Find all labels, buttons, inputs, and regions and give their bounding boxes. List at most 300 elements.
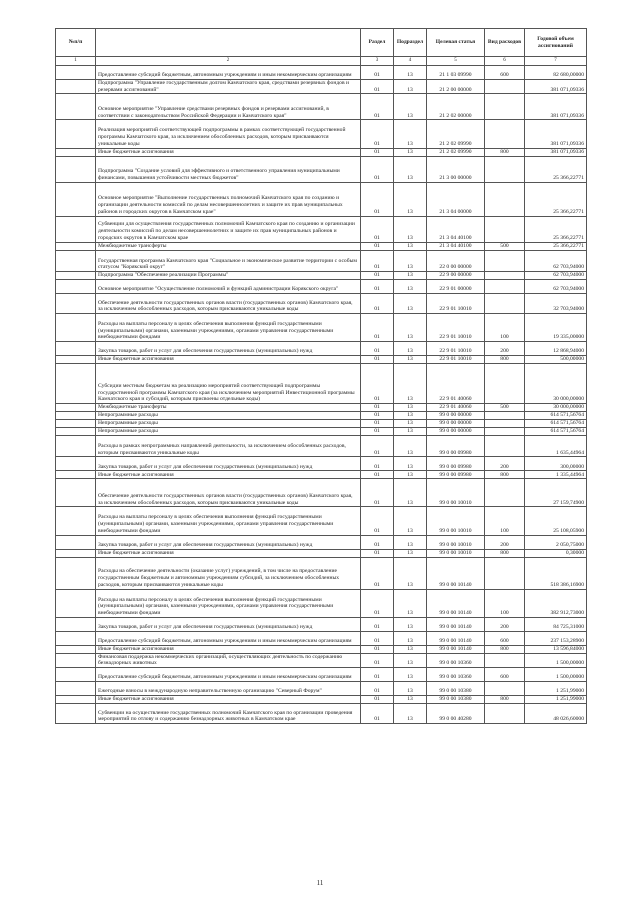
table-row (56, 645, 587, 653)
cell-name: Основное мероприятие "Управление средствами резервных фондов и резервами ассигнований, в соответствии с законодательством Российской Федерации и Камчатского края" (96, 94, 361, 120)
cell-vr: 200 (485, 342, 525, 356)
cell-pr: 13 (394, 216, 427, 242)
cell-rz: 01 (361, 471, 394, 479)
cell-sum: 381 071,09336 (525, 94, 587, 120)
cell-name: Расходы на обеспечение деятельности (оказание услуг) учреждений, в том числе на предоставление государственным бюджетным и автономным учреждениям субсидий, за исключением обособленных расходов, которым присваиваются уникальные коды (96, 557, 361, 589)
cell-num (56, 66, 96, 80)
cell-cs: 21 3 04 00000 (427, 182, 485, 216)
cell-cs: 99 0 00 40280 (427, 704, 485, 724)
cell-pr: 13 (394, 279, 427, 293)
cell-num (56, 216, 96, 242)
cell-sum: 48 026,60000 (525, 704, 587, 724)
table-row (56, 653, 587, 667)
cell-rz: 01 (361, 242, 394, 250)
cell-name: Межбюджетные трансферты (96, 404, 361, 412)
cell-name: Подпрограмма "Обеспечение реализации Программы" (96, 271, 361, 279)
cell-vr (485, 94, 525, 120)
cell-vr: 600 (485, 668, 525, 682)
cell-num (56, 250, 96, 271)
table-row (56, 535, 587, 549)
cell-vr (485, 250, 525, 271)
cell-vr (485, 182, 525, 216)
cell-pr: 13 (394, 356, 427, 364)
cell-num (56, 279, 96, 293)
cell-sum: 1 500,00000 (525, 668, 587, 682)
cell-pr: 13 (394, 457, 427, 471)
cell-num (56, 120, 96, 148)
cell-rz: 01 (361, 156, 394, 182)
cell-rz: 01 (361, 535, 394, 549)
cell-sum: 1 251,99000 (525, 682, 587, 696)
cell-name: Субсидии местным бюджетам на реализацию мероприятий соответствующей подпрограммы государственной программы Камчатского края (за исключением мероприятий Инвестиционной программы Камчатского края и субсидий, которым присвоены отдельные коды) (96, 364, 361, 404)
cell-vr: 800 (485, 549, 525, 557)
table-row (56, 364, 587, 404)
cell-sum: 0,30000 (525, 549, 587, 557)
table-row (56, 80, 587, 94)
cell-num (56, 471, 96, 479)
column-index-row (56, 57, 587, 66)
cell-rz: 01 (361, 342, 394, 356)
cell-cs: 22 9 01 00000 (427, 279, 485, 293)
table-row (56, 412, 587, 420)
table-row (56, 589, 587, 617)
cell-vr: 200 (485, 457, 525, 471)
col-header-razdel: Раздел (361, 29, 394, 57)
cell-cs: 22 9 01 10010 (427, 313, 485, 341)
cell-rz: 01 (361, 589, 394, 617)
table-row (56, 457, 587, 471)
cell-vr (485, 156, 525, 182)
cell-rz: 01 (361, 479, 394, 507)
cell-rz: 01 (361, 420, 394, 428)
cell-cs: 22 9 01 10010 (427, 342, 485, 356)
cell-vr: 100 (485, 313, 525, 341)
cell-rz: 01 (361, 682, 394, 696)
cell-pr: 13 (394, 148, 427, 156)
cell-name: Предоставление субсидий бюджетным, автономным учреждениям и иным некоммерческим организациям (96, 66, 361, 80)
col-header-num: №п/п (56, 29, 96, 57)
cell-vr: 500 (485, 242, 525, 250)
cell-name: Государственная программа Камчатского края "Социальное и экономическое развитие территории с особым статусом "Корякский округ" (96, 250, 361, 271)
cell-sum: 62 703,94000 (525, 279, 587, 293)
cell-cs: 22 9 01 40060 (427, 404, 485, 412)
cell-cs: 21 2 02 09990 (427, 148, 485, 156)
col-header-podrazdel: Подраздел (394, 29, 427, 57)
cell-cs: 99 0 00 10140 (427, 631, 485, 645)
cell-pr: 13 (394, 80, 427, 94)
cell-sum: 518 386,16900 (525, 557, 587, 589)
cell-rz: 01 (361, 653, 394, 667)
cell-cs: 99 0 00 10140 (427, 557, 485, 589)
cell-cs: 99 0 00 00000 (427, 420, 485, 428)
cell-num (56, 420, 96, 428)
cell-rz: 01 (361, 617, 394, 631)
cell-name: Иные бюджетные ассигнования (96, 549, 361, 557)
cell-num (56, 313, 96, 341)
cell-vr: 200 (485, 617, 525, 631)
cell-rz: 01 (361, 549, 394, 557)
cell-sum: 13 596,84000 (525, 645, 587, 653)
cell-cs: 99 0 00 00000 (427, 412, 485, 420)
cell-rz: 01 (361, 631, 394, 645)
cell-num (56, 242, 96, 250)
cell-num (56, 412, 96, 420)
cell-pr: 13 (394, 342, 427, 356)
cell-sum: 25 366,22771 (525, 216, 587, 242)
cell-rz: 01 (361, 356, 394, 364)
cell-num (56, 364, 96, 404)
cell-num (56, 682, 96, 696)
cell-num (56, 535, 96, 549)
cell-sum: 614 571,56764 (525, 420, 587, 428)
cell-cs: 21 1 03 09990 (427, 66, 485, 80)
cell-sum: 237 153,28900 (525, 631, 587, 645)
cell-sum: 25 366,22771 (525, 182, 587, 216)
cell-vr (485, 80, 525, 94)
cell-name: Подпрограмма "Управление государственным долгом Камчатского края, средствами резервных фондов и резервами ассигнований" (96, 80, 361, 94)
table-row (56, 479, 587, 507)
cell-pr: 13 (394, 557, 427, 589)
cell-name: Ежегодные взносы в международную неправительственную организацию "Северный Форум" (96, 682, 361, 696)
cell-name: Финансовая поддержка некоммерческих организаций, осуществляющих деятельность по содержанию безнадзорных животных (96, 653, 361, 667)
cell-vr (485, 412, 525, 420)
cell-name: Непрограммные расходы (96, 420, 361, 428)
cell-name: Иные бюджетные ассигнования (96, 471, 361, 479)
cell-rz: 01 (361, 66, 394, 80)
cell-cs: 99 0 00 10360 (427, 653, 485, 667)
col-header-name (96, 29, 361, 57)
cell-name: Предоставление субсидий бюджетным, автономным учреждениям и иным некоммерческим организациям (96, 668, 361, 682)
cell-cs: 99 0 00 10140 (427, 617, 485, 631)
cell-num (56, 182, 96, 216)
cell-pr: 13 (394, 364, 427, 404)
cell-cs: 99 0 00 10010 (427, 479, 485, 507)
cell-name: Обеспечение деятельности государственных органов власти (государственных органов) Камчатского края, за исключением обособленных расходов, которым присваиваются уникальные коды (96, 293, 361, 313)
table-row (56, 420, 587, 428)
table-row (56, 342, 587, 356)
cell-pr: 13 (394, 428, 427, 436)
cell-num (56, 557, 96, 589)
cell-rz: 01 (361, 250, 394, 271)
cell-sum: 30 000,00000 (525, 364, 587, 404)
column-index: 5 (427, 57, 485, 66)
column-index: 4 (394, 57, 427, 66)
cell-sum: 19 335,00000 (525, 313, 587, 341)
cell-name: Расходы на выплаты персоналу в целях обеспечения выполнения функций государственными (муниципальными) органами, казенными учреждениями, органами управления государственными внебюджетными фондами (96, 507, 361, 535)
cell-vr (485, 479, 525, 507)
cell-vr: 100 (485, 589, 525, 617)
cell-vr: 600 (485, 631, 525, 645)
cell-cs: 99 0 00 09980 (427, 436, 485, 457)
table-row (56, 549, 587, 557)
table-row (56, 216, 587, 242)
cell-cs: 22 0 00 00000 (427, 250, 485, 271)
cell-cs: 22 9 01 10010 (427, 356, 485, 364)
cell-rz: 01 (361, 364, 394, 404)
cell-sum: 25 366,22771 (525, 242, 587, 250)
table-row (56, 617, 587, 631)
cell-pr: 13 (394, 589, 427, 617)
cell-num (56, 404, 96, 412)
cell-num (56, 696, 96, 704)
cell-name: Основное мероприятие "Выполнение государственных полномочий Камчатского края по созданию и организации деятельности комиссий по делам несовершеннолетних и защите их прав муниципальных районов и городских округов в Камчатском крае" (96, 182, 361, 216)
table-row (56, 428, 587, 436)
cell-pr: 13 (394, 420, 427, 428)
table-row (56, 682, 587, 696)
cell-pr: 13 (394, 535, 427, 549)
table-row (56, 242, 587, 250)
cell-name: Предоставление субсидий бюджетным, автономным учреждениям и иным некоммерческим организациям (96, 631, 361, 645)
column-index: 2 (96, 57, 361, 66)
table-row (56, 279, 587, 293)
cell-rz: 01 (361, 148, 394, 156)
table-row (56, 631, 587, 645)
cell-rz: 01 (361, 313, 394, 341)
cell-cs: 99 0 00 09980 (427, 471, 485, 479)
cell-cs: 21 2 02 00000 (427, 94, 485, 120)
cell-vr (485, 420, 525, 428)
cell-rz: 01 (361, 428, 394, 436)
page-number: 11 (316, 879, 324, 887)
cell-rz: 01 (361, 668, 394, 682)
cell-sum: 62 703,94000 (525, 250, 587, 271)
cell-cs: 99 0 00 10140 (427, 645, 485, 653)
cell-pr: 13 (394, 645, 427, 653)
cell-sum: 614 571,56764 (525, 412, 587, 420)
cell-num (56, 271, 96, 279)
table-row (56, 436, 587, 457)
cell-name: Субвенции на осуществление государственных полномочий Камчатского края по организации проведения мероприятий по отлову и содержанию безнадзорных животных в Камчатском крае (96, 704, 361, 724)
table-row (56, 471, 587, 479)
cell-sum: 12 868,94000 (525, 342, 587, 356)
cell-num (56, 617, 96, 631)
table-row (56, 668, 587, 682)
cell-cs: 99 0 00 09980 (427, 457, 485, 471)
cell-rz: 01 (361, 704, 394, 724)
cell-rz: 01 (361, 412, 394, 420)
cell-name: Расходы в рамках непрограммных направлений деятельности, за исключением обособленных расходов, которым присваиваются уникальные коды (96, 436, 361, 457)
cell-sum: 25 108,05900 (525, 507, 587, 535)
cell-pr: 13 (394, 66, 427, 80)
cell-pr: 13 (394, 242, 427, 250)
cell-pr: 13 (394, 549, 427, 557)
cell-vr (485, 653, 525, 667)
table-row (56, 557, 587, 589)
cell-sum: 32 703,94000 (525, 293, 587, 313)
cell-sum: 2 050,75000 (525, 535, 587, 549)
cell-num (56, 457, 96, 471)
cell-pr: 13 (394, 696, 427, 704)
cell-sum: 27 159,74900 (525, 479, 587, 507)
cell-name: Иные бюджетные ассигнования (96, 356, 361, 364)
cell-sum: 82 680,00000 (525, 66, 587, 80)
cell-name: Иные бюджетные ассигнования (96, 696, 361, 704)
cell-sum: 614 571,56764 (525, 428, 587, 436)
cell-num (56, 356, 96, 364)
cell-rz: 01 (361, 120, 394, 148)
cell-pr: 13 (394, 436, 427, 457)
cell-cs: 21 2 02 09990 (427, 120, 485, 148)
cell-cs: 21 2 00 00000 (427, 80, 485, 94)
table-row (56, 704, 587, 724)
cell-pr: 13 (394, 404, 427, 412)
cell-sum: 1 335,44964 (525, 471, 587, 479)
cell-num (56, 507, 96, 535)
cell-name: Субвенции для осуществления государственных полномочий Камчатского края по созданию и организации деятельности комиссий по делам несовершеннолетних и защите их прав муниципальных районов и городских округов в Камчатском крае (96, 216, 361, 242)
cell-vr (485, 436, 525, 457)
table-header (56, 29, 587, 57)
cell-name: Расходы на выплаты персоналу в целях обеспечения выполнения функций государственными (муниципальными) органами, казенными учреждениями, органами управления государственными внебюджетными фондами (96, 589, 361, 617)
cell-pr: 13 (394, 293, 427, 313)
cell-cs: 21 3 04 40100 (427, 216, 485, 242)
col-header-target-article: Целевая статья (427, 29, 485, 57)
cell-rz: 01 (361, 216, 394, 242)
col-header-expense-type: Вид расходов (485, 29, 525, 57)
table-row (56, 120, 587, 148)
table-row (56, 507, 587, 535)
cell-pr: 13 (394, 412, 427, 420)
cell-sum: 1 500,00000 (525, 653, 587, 667)
cell-num (56, 80, 96, 94)
cell-num (56, 148, 96, 156)
budget-table-page (55, 28, 586, 724)
cell-num (56, 428, 96, 436)
cell-sum: 62 703,94000 (525, 271, 587, 279)
cell-pr: 13 (394, 313, 427, 341)
cell-sum: 381 071,09336 (525, 80, 587, 94)
cell-pr: 13 (394, 653, 427, 667)
cell-vr: 600 (485, 66, 525, 80)
cell-cs: 22 9 01 40060 (427, 364, 485, 404)
cell-num (56, 653, 96, 667)
column-index: 7 (525, 57, 587, 66)
cell-name: Реализация мероприятий соответствующей подпрограммы в рамках соответствующей государственной программы Камчатского края, за исключением обособленных расходов, которым присваиваются уникальные коды (96, 120, 361, 148)
cell-cs: 99 0 00 10010 (427, 549, 485, 557)
cell-num (56, 94, 96, 120)
cell-pr: 13 (394, 507, 427, 535)
cell-vr (485, 279, 525, 293)
cell-vr: 200 (485, 535, 525, 549)
cell-pr: 13 (394, 471, 427, 479)
cell-vr: 800 (485, 471, 525, 479)
cell-rz: 01 (361, 557, 394, 589)
cell-name: Непрограммные расходы (96, 428, 361, 436)
cell-sum: 1 251,99000 (525, 696, 587, 704)
cell-pr: 13 (394, 479, 427, 507)
cell-pr: 13 (394, 156, 427, 182)
cell-rz: 01 (361, 457, 394, 471)
cell-num (56, 293, 96, 313)
cell-num (56, 589, 96, 617)
cell-vr (485, 271, 525, 279)
cell-num (56, 479, 96, 507)
cell-rz: 01 (361, 293, 394, 313)
table-row (56, 250, 587, 271)
cell-rz: 01 (361, 404, 394, 412)
cell-cs: 99 0 00 10010 (427, 507, 485, 535)
cell-cs: 22 9 00 00000 (427, 271, 485, 279)
cell-vr (485, 704, 525, 724)
cell-vr (485, 428, 525, 436)
cell-name: Иные бюджетные ассигнования (96, 645, 361, 653)
cell-sum: 25 366,22771 (525, 156, 587, 182)
table-row (56, 271, 587, 279)
column-index: 6 (485, 57, 525, 66)
cell-num (56, 156, 96, 182)
table-row (56, 313, 587, 341)
cell-num (56, 668, 96, 682)
cell-num (56, 704, 96, 724)
cell-vr (485, 216, 525, 242)
cell-vr (485, 120, 525, 148)
cell-vr: 500 (485, 404, 525, 412)
table-row (56, 94, 587, 120)
cell-sum: 381 071,09336 (525, 148, 587, 156)
cell-num (56, 549, 96, 557)
cell-sum: 382 912,73000 (525, 589, 587, 617)
cell-pr: 13 (394, 120, 427, 148)
table-row (56, 404, 587, 412)
cell-name: Обеспечение деятельности государственных органов власти (государственных органов) Камчатского края, за исключением обособленных расходов, которым присваиваются уникальные коды (96, 479, 361, 507)
table-row (56, 66, 587, 80)
table-row (56, 156, 587, 182)
table-row (56, 356, 587, 364)
cell-rz: 01 (361, 279, 394, 293)
cell-pr: 13 (394, 182, 427, 216)
col-header-annual-amount: Годовой объем ассигнований (525, 29, 587, 57)
cell-sum: 1 635,44964 (525, 436, 587, 457)
cell-cs: 99 0 00 10140 (427, 589, 485, 617)
cell-rz: 01 (361, 507, 394, 535)
column-index: 1 (56, 57, 96, 66)
cell-vr: 800 (485, 645, 525, 653)
cell-rz: 01 (361, 94, 394, 120)
cell-rz: 01 (361, 271, 394, 279)
cell-rz: 01 (361, 645, 394, 653)
cell-pr: 13 (394, 682, 427, 696)
cell-cs: 99 0 00 10380 (427, 696, 485, 704)
cell-pr: 13 (394, 668, 427, 682)
cell-name: Основное мероприятие "Осуществление полномочий и функций администрации Корякского округа" (96, 279, 361, 293)
cell-name: Подпрограмма "Создание условий для эффективного и ответственного управления муниципальными финансами, повышения устойчивости местных бюджетов" (96, 156, 361, 182)
cell-sum: 500,00000 (525, 356, 587, 364)
cell-name: Закупка товаров, работ и услуг для обеспечения государственных (муниципальных) нужд (96, 457, 361, 471)
cell-cs: 99 0 00 00000 (427, 428, 485, 436)
cell-num (56, 645, 96, 653)
budget-table (55, 28, 587, 724)
table-body (56, 57, 587, 724)
cell-vr: 800 (485, 696, 525, 704)
cell-sum: 300,00000 (525, 457, 587, 471)
cell-rz: 01 (361, 182, 394, 216)
column-index: 3 (361, 57, 394, 66)
cell-vr: 100 (485, 507, 525, 535)
cell-vr (485, 364, 525, 404)
cell-sum: 30 000,00000 (525, 404, 587, 412)
cell-pr: 13 (394, 704, 427, 724)
cell-name: Межбюджетные трансферты (96, 242, 361, 250)
cell-cs: 99 0 00 10360 (427, 668, 485, 682)
cell-rz: 01 (361, 436, 394, 457)
cell-name: Закупка товаров, работ и услуг для обеспечения государственных (муниципальных) нужд (96, 535, 361, 549)
cell-name: Закупка товаров, работ и услуг для обеспечения государственных (муниципальных) нужд (96, 342, 361, 356)
cell-pr: 13 (394, 94, 427, 120)
cell-pr: 13 (394, 631, 427, 645)
cell-cs: 22 9 01 10010 (427, 293, 485, 313)
cell-vr: 800 (485, 356, 525, 364)
cell-pr: 13 (394, 271, 427, 279)
cell-pr: 13 (394, 617, 427, 631)
